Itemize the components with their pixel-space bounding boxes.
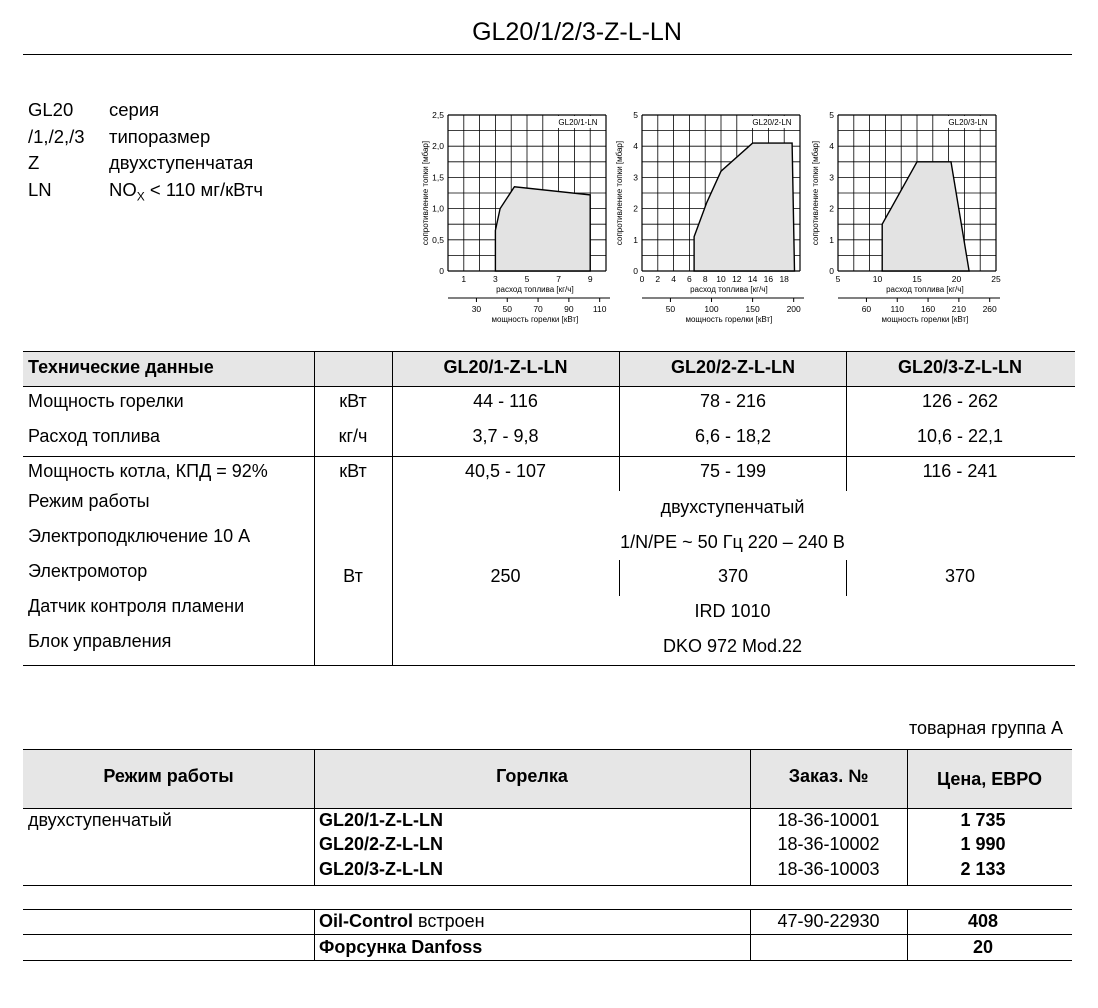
- power-tick-label: 200: [786, 304, 801, 314]
- x-axis-label: расход топлива [кг/ч]: [496, 285, 574, 294]
- y-tick-label: 0,5: [432, 234, 444, 245]
- x-axis-label: расход топлива [кг/ч]: [886, 285, 964, 294]
- legend-key: Z: [28, 152, 40, 173]
- price: 408: [967, 911, 999, 931]
- value: 370: [717, 566, 749, 586]
- value: 370: [944, 566, 976, 586]
- row-label-operating-mode: Режим работы: [28, 491, 150, 511]
- value: 250: [490, 566, 521, 586]
- column-divider: [314, 749, 315, 885]
- y-tick-label: 1: [829, 234, 834, 245]
- value: 44 - 116: [473, 391, 538, 411]
- value-span: двухступенчатый: [660, 497, 805, 517]
- row-divider: [23, 885, 1072, 886]
- power-tick-label: 150: [745, 304, 760, 314]
- price: 20: [972, 937, 994, 957]
- page-title: GL20/1/2/3-Z-L-LN: [472, 18, 682, 46]
- price: 2 133: [960, 859, 1006, 879]
- row-divider: [23, 960, 1072, 961]
- burner-model: GL20/1-Z-L-LN: [319, 810, 443, 830]
- legend-value: серия: [109, 99, 160, 120]
- row-label-control-unit: Блок управления: [28, 631, 172, 651]
- chart-name: GL20/2-LN: [752, 118, 792, 127]
- x-tick-label: 4: [671, 274, 676, 284]
- power-tick-label: 100: [704, 304, 719, 314]
- unit: Вт: [343, 566, 363, 586]
- order-number: 47-90-22930: [777, 911, 880, 931]
- legend-value-subscript: X: [136, 189, 145, 204]
- header-model-2: GL20/2-Z-L-LN: [671, 357, 795, 377]
- y-tick-label: 2: [829, 203, 834, 214]
- x-axis-label: расход топлива [кг/ч]: [690, 285, 768, 294]
- row-label-burner-power: Мощность горелки: [28, 391, 184, 411]
- working-field-area: [882, 162, 969, 271]
- product-group-label: товарная группа А: [908, 718, 1063, 738]
- x-tick-label: 18: [779, 274, 789, 284]
- x-tick-label: 7: [556, 274, 561, 284]
- accessory-name: [319, 937, 482, 958]
- power-tick-label: 260: [982, 304, 997, 314]
- x-tick-label: 6: [687, 274, 692, 284]
- y-tick-label: 1,5: [432, 172, 444, 183]
- y-tick-label: 3: [633, 172, 638, 183]
- order-number: 18-36-10002: [777, 834, 880, 854]
- accessory-name-bold: Форсунка Danfoss: [319, 937, 483, 957]
- value: 126 - 262: [921, 391, 999, 411]
- x-tick-label: 15: [912, 274, 922, 284]
- row-label-electrical: Электроподключение 10 А: [28, 526, 251, 546]
- header-price: Цена, ЕВРО: [936, 769, 1043, 789]
- x-tick-label: 5: [835, 274, 841, 284]
- legend-value-part: NO: [109, 178, 137, 200]
- header-model-1: GL20/1-Z-L-LN: [443, 357, 568, 377]
- value: 6,6 - 18,2: [694, 426, 772, 446]
- power-tick-label: 50: [502, 304, 512, 314]
- x-tick-label: 3: [493, 274, 498, 284]
- row-divider: [23, 456, 1075, 457]
- value: 75 - 199: [699, 461, 767, 481]
- power-tick-label: 50: [665, 304, 676, 314]
- header-technical-data: Технические данные: [28, 357, 214, 377]
- burner-model: GL20/2-Z-L-LN: [319, 834, 443, 854]
- power-axis-label: мощность горелки [кВт]: [491, 315, 579, 324]
- value: 78 - 216: [699, 391, 767, 411]
- chart-gl20-2: [612, 106, 812, 331]
- power-axis-label: мощность горелки [кВт]: [881, 315, 969, 324]
- unit: кВт: [339, 391, 367, 411]
- accessory-name-bold: Oil-Control: [319, 911, 413, 931]
- chart-gl20-1: [418, 106, 618, 331]
- power-tick-label: 90: [564, 304, 574, 314]
- value: 3,7 - 9,8: [472, 426, 539, 446]
- y-tick-label: 4: [829, 141, 834, 152]
- y-tick-label: 0: [829, 266, 834, 276]
- mode-value: двухступенчатый: [28, 810, 172, 830]
- price: 1 990: [960, 834, 1006, 854]
- working-field-area: [694, 143, 794, 271]
- working-field-area: [495, 187, 590, 271]
- accessory-name: [319, 911, 485, 932]
- header-order-no: Заказ. №: [788, 766, 869, 786]
- price: 1 735: [960, 810, 1006, 830]
- header-model-3: GL20/3-Z-L-LN: [898, 357, 1022, 377]
- value: 40,5 - 107: [464, 461, 547, 481]
- y-tick-label: 2,5: [432, 110, 444, 120]
- x-tick-label: 25: [991, 274, 1001, 284]
- value-span: DKO 972 Mod.22: [662, 636, 803, 656]
- row-label-boiler-power: Мощность котла, КПД = 92%: [28, 461, 268, 481]
- chart-gl20-2-svg: [612, 106, 812, 331]
- row-label-flame-sensor: Датчик контроля пламени: [28, 596, 245, 616]
- chart-gl20-3-svg: [808, 106, 1008, 331]
- order-number: 18-36-10003: [777, 859, 880, 879]
- value-span: 1/N/PE ~ 50 Гц 220 – 240 В: [620, 532, 845, 552]
- y-tick-label: 1,0: [432, 203, 444, 214]
- y-tick-label: 2: [633, 203, 638, 214]
- legend-value: [109, 179, 263, 204]
- power-tick-label: 70: [533, 304, 543, 314]
- accessory-name-rest: встроен: [412, 911, 485, 931]
- unit: кВт: [339, 461, 367, 481]
- legend-value-part: < 110 мг/кВтч: [144, 178, 264, 200]
- header-mode: Режим работы: [103, 766, 234, 786]
- x-tick-label: 9: [587, 274, 593, 284]
- row-label-motor: Электромотор: [28, 561, 148, 581]
- power-tick-label: 210: [951, 304, 966, 314]
- legend-value: типоразмер: [109, 125, 211, 147]
- chart-gl20-1-svg: [418, 106, 618, 331]
- power-tick-label: 110: [890, 304, 905, 314]
- x-tick-label: 10: [872, 274, 883, 284]
- y-tick-label: 3: [829, 172, 834, 183]
- power-tick-label: 160: [920, 304, 936, 314]
- x-tick-label: 1: [461, 274, 467, 284]
- y-tick-label: 5: [633, 110, 638, 120]
- legend-value: двухступенчатая: [109, 152, 254, 173]
- x-tick-label: 5: [524, 274, 530, 284]
- x-tick-label: 16: [763, 274, 774, 284]
- y-axis-label: сопротивление топки [мбар]: [615, 140, 624, 246]
- x-tick-label: 8: [702, 274, 708, 284]
- x-tick-label: 14: [747, 274, 758, 284]
- chart-name: GL20/3-LN: [948, 118, 988, 127]
- row-label-fuel-flow: Расход топлива: [28, 426, 161, 446]
- burner-model: GL20/3-Z-L-LN: [319, 859, 443, 879]
- x-tick-label: 20: [951, 274, 962, 284]
- x-tick-label: 0: [639, 274, 645, 284]
- column-divider: [314, 909, 315, 960]
- value-span: IRD 1010: [694, 601, 771, 621]
- chart-name: GL20/1-LN: [558, 118, 598, 127]
- y-tick-label: 0: [633, 266, 638, 276]
- power-tick-label: 30: [471, 304, 482, 314]
- value: 116 - 241: [922, 461, 998, 481]
- legend-key: LN: [28, 178, 52, 200]
- value: 10,6 - 22,1: [916, 426, 1004, 446]
- header-burner: Горелка: [496, 766, 568, 786]
- y-tick-label: 0: [439, 266, 444, 276]
- y-tick-label: 2,0: [432, 141, 444, 152]
- x-tick-label: 12: [732, 274, 742, 284]
- power-tick-label: 60: [861, 304, 872, 314]
- title-divider: [23, 54, 1072, 55]
- row-divider: [23, 665, 1075, 666]
- y-tick-label: 4: [633, 141, 638, 152]
- legend-key: GL20: [28, 99, 74, 120]
- x-tick-label: 2: [655, 274, 661, 284]
- y-tick-label: 5: [829, 110, 834, 120]
- chart-gl20-3: [808, 106, 1008, 331]
- power-axis-label: мощность горелки [кВт]: [685, 315, 773, 324]
- y-axis-label: сопротивление топки [мбар]: [421, 140, 430, 246]
- y-axis-label: сопротивление топки [мбар]: [811, 140, 820, 246]
- y-tick-label: 1: [633, 234, 638, 245]
- unit: кг/ч: [338, 426, 368, 446]
- legend-key: /1,/2,/3: [28, 125, 85, 147]
- order-number: 18-36-10001: [777, 810, 880, 830]
- row-divider: [23, 934, 1072, 935]
- row-divider: [23, 909, 1072, 910]
- x-tick-label: 10: [716, 274, 726, 284]
- power-tick-label: 110: [592, 304, 607, 314]
